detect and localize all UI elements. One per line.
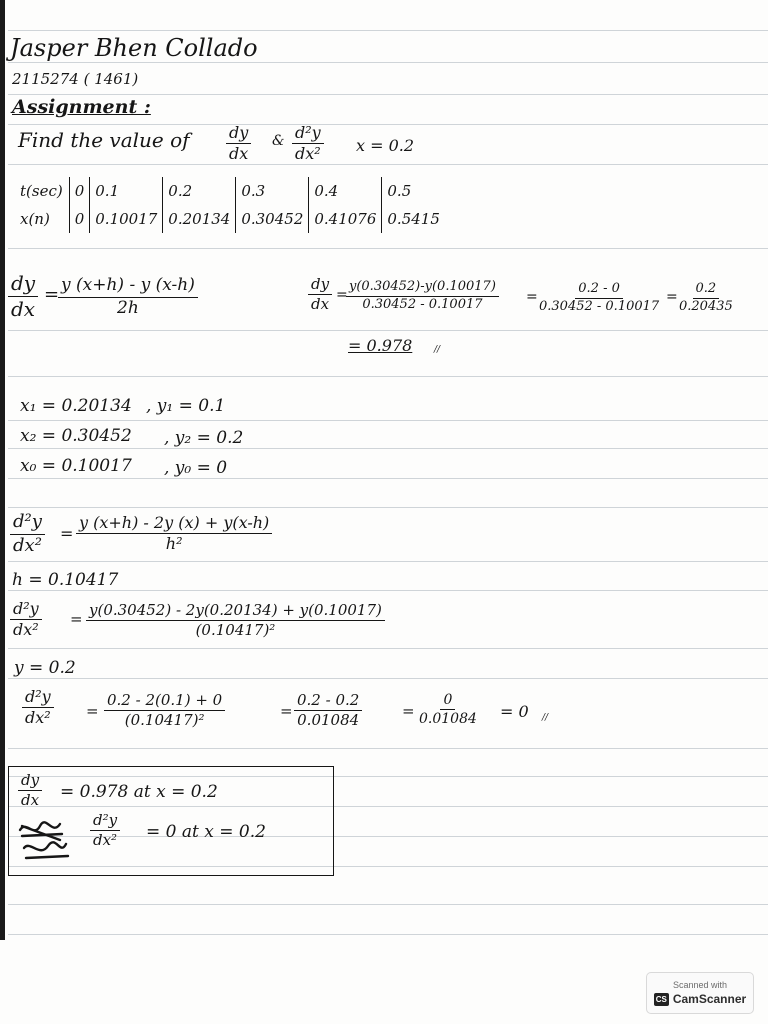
camscanner-logo-icon: CS xyxy=(655,994,667,1004)
ruled-line xyxy=(8,124,768,125)
fraction-denominator: 0.30452 - 0.10017 xyxy=(362,296,483,312)
equals-sign: = xyxy=(402,702,415,720)
table-cell: 0.1 xyxy=(90,177,163,205)
task-first-derivative xyxy=(226,124,251,164)
task-prefix: Find the value of xyxy=(18,128,190,152)
page-binding-edge xyxy=(0,0,5,940)
fraction-numerator: 0.2 - 2(0.1) + 0 xyxy=(104,692,225,711)
second-derivative-substitution xyxy=(86,602,385,640)
equals-sign: = xyxy=(60,524,74,543)
fraction-denominator: dx² xyxy=(93,831,118,850)
fraction-numerator: 0.2 - 0.2 xyxy=(294,692,362,711)
equals-sign: = xyxy=(526,289,538,305)
ruled-line xyxy=(8,648,768,649)
table-cell: 0.2 xyxy=(163,177,236,205)
fraction-numerator: 0.2 - 0 xyxy=(575,282,623,299)
first-derivative-formula xyxy=(58,276,198,318)
task-d2-numerator: d²y xyxy=(292,124,324,144)
y-value: y = 0.2 xyxy=(14,658,76,678)
task-d1-denominator: dx xyxy=(229,144,249,164)
fraction-denominator: 0.01084 xyxy=(297,711,360,730)
fraction-numerator: dy xyxy=(8,272,38,297)
fraction-numerator: y(0.30452) - 2y(0.20134) + y(0.10017) xyxy=(86,602,385,621)
fraction-denominator: 0.20435 xyxy=(679,298,733,314)
answer-first-derivative xyxy=(18,772,42,810)
crossed-out-scribble xyxy=(16,818,78,864)
fraction-numerator: dy xyxy=(308,276,332,295)
result-mark: // xyxy=(542,713,549,723)
task-second-derivative xyxy=(292,124,324,164)
equals-sign: = xyxy=(44,284,60,305)
table-row-time xyxy=(18,177,445,205)
scanned-with-label: Scanned with xyxy=(672,980,728,990)
fraction-denominator: 2h xyxy=(117,297,139,318)
first-derivative-substitution xyxy=(346,280,499,313)
table-cell: 0.20134 xyxy=(163,205,236,233)
ruled-line xyxy=(8,561,768,562)
fraction-denominator: 0.30452 - 0.10017 xyxy=(539,298,660,314)
ruled-line xyxy=(8,248,768,249)
fraction-denominator: dx xyxy=(311,295,330,314)
second-derivative-calc1 xyxy=(104,692,225,730)
second-derivative-sub-lhs xyxy=(10,600,42,640)
camscanner-brand xyxy=(654,992,746,1006)
table-row-label: x(n) xyxy=(20,210,50,228)
ruled-line xyxy=(8,934,768,935)
second-derivative-lhs xyxy=(10,512,45,556)
assignment-heading: Assignment : xyxy=(12,96,151,118)
first-derivative-sub-lhs xyxy=(308,276,332,314)
task-d2-denominator: dx² xyxy=(295,144,321,164)
ruled-line xyxy=(8,590,768,591)
equals-sign: = xyxy=(86,702,99,720)
table-cell: 0.30452 xyxy=(236,205,309,233)
task-connector: & xyxy=(272,133,285,149)
camscanner-badge xyxy=(646,972,754,1014)
value-x0: x₀ = 0.10017 xyxy=(20,456,132,476)
ruled-line xyxy=(8,904,768,905)
student-id: 2115274 ( 1461) xyxy=(12,70,139,88)
ruled-line xyxy=(8,376,768,377)
table-cell: 0.41076 xyxy=(309,205,382,233)
fraction-denominator: 0.01084 xyxy=(419,711,477,728)
fraction-numerator: y(0.30452)-y(0.10017) xyxy=(346,280,499,297)
second-derivative-calc2 xyxy=(294,692,362,730)
fraction-numerator: d²y xyxy=(90,812,120,831)
table-cell: 0.3 xyxy=(236,177,309,205)
table-cell: 0.10017 xyxy=(90,205,163,233)
equals-sign: = xyxy=(280,702,293,720)
fraction-denominator: h² xyxy=(165,534,183,554)
fraction-numerator: y (x+h) - 2y (x) + y(x-h) xyxy=(76,514,272,534)
ruled-line xyxy=(8,164,768,165)
value-y2: , y₂ = 0.2 xyxy=(164,428,244,448)
value-x1: x₁ = 0.20134 xyxy=(20,396,132,416)
ruled-line xyxy=(8,478,768,479)
second-derivative-formula xyxy=(76,514,272,554)
camscanner-name: CamScanner xyxy=(672,992,747,1006)
ruled-line xyxy=(8,62,768,63)
fraction-numerator: dy xyxy=(18,772,42,791)
task-d1-numerator: dy xyxy=(226,124,251,144)
fraction-denominator: dx xyxy=(11,297,36,321)
ruled-line xyxy=(8,507,768,508)
first-derivative-lhs xyxy=(8,272,38,321)
value-y1: , y₁ = 0.1 xyxy=(146,396,226,416)
fraction-denominator: (0.10417)² xyxy=(195,621,276,640)
fraction-denominator: dx xyxy=(21,791,40,810)
table-cell: 0 xyxy=(69,177,90,205)
answer-second-text: = 0 at x = 0.2 xyxy=(146,822,266,842)
fraction-numerator: d²y xyxy=(22,688,54,708)
ruled-line xyxy=(8,448,768,449)
table-cell: 0.4 xyxy=(309,177,382,205)
task-point: x = 0.2 xyxy=(356,136,415,155)
student-name: Jasper Bhen Collado xyxy=(10,34,258,62)
data-table xyxy=(18,177,445,233)
table-row-position xyxy=(18,205,445,233)
first-derivative-step2 xyxy=(536,282,662,315)
ruled-line xyxy=(8,748,768,749)
ruled-line xyxy=(8,330,768,331)
second-derivative-calc-lhs xyxy=(22,688,54,728)
fraction-denominator: (0.10417)² xyxy=(124,711,205,730)
second-derivative-calc3 xyxy=(416,692,480,727)
ruled-line xyxy=(8,678,768,679)
table-cell: 0.5415 xyxy=(382,205,445,233)
fraction-denominator: dx² xyxy=(25,708,51,728)
fraction-numerator: y (x+h) - y (x-h) xyxy=(58,276,198,298)
result-mark: // xyxy=(434,345,441,355)
equals-sign: = xyxy=(70,610,83,628)
fraction-numerator: d²y xyxy=(10,600,42,620)
ruled-line xyxy=(8,94,768,95)
second-derivative-result: = 0 xyxy=(500,702,529,721)
first-derivative-result: = 0.978 xyxy=(348,336,413,355)
answer-second-derivative xyxy=(90,812,120,850)
table-cell: 0.5 xyxy=(382,177,445,205)
answer-first-text: = 0.978 at x = 0.2 xyxy=(60,782,218,802)
table-row-label: t(sec) xyxy=(20,182,63,200)
fraction-numerator: d²y xyxy=(10,512,45,535)
ruled-line xyxy=(8,420,768,421)
fraction-numerator: 0 xyxy=(440,692,455,710)
value-x2: x₂ = 0.30452 xyxy=(20,426,132,446)
equals-sign: = xyxy=(666,289,678,305)
first-derivative-step3 xyxy=(676,282,736,315)
fraction-numerator: 0.2 xyxy=(693,282,720,299)
ruled-line xyxy=(8,30,768,31)
fraction-denominator: dx² xyxy=(13,534,42,556)
equals-sign: = xyxy=(336,287,348,303)
fraction-denominator: dx² xyxy=(13,620,39,640)
h-value: h = 0.10417 xyxy=(12,570,119,590)
table-cell: 0 xyxy=(69,205,90,233)
value-y0: , y₀ = 0 xyxy=(164,458,228,478)
